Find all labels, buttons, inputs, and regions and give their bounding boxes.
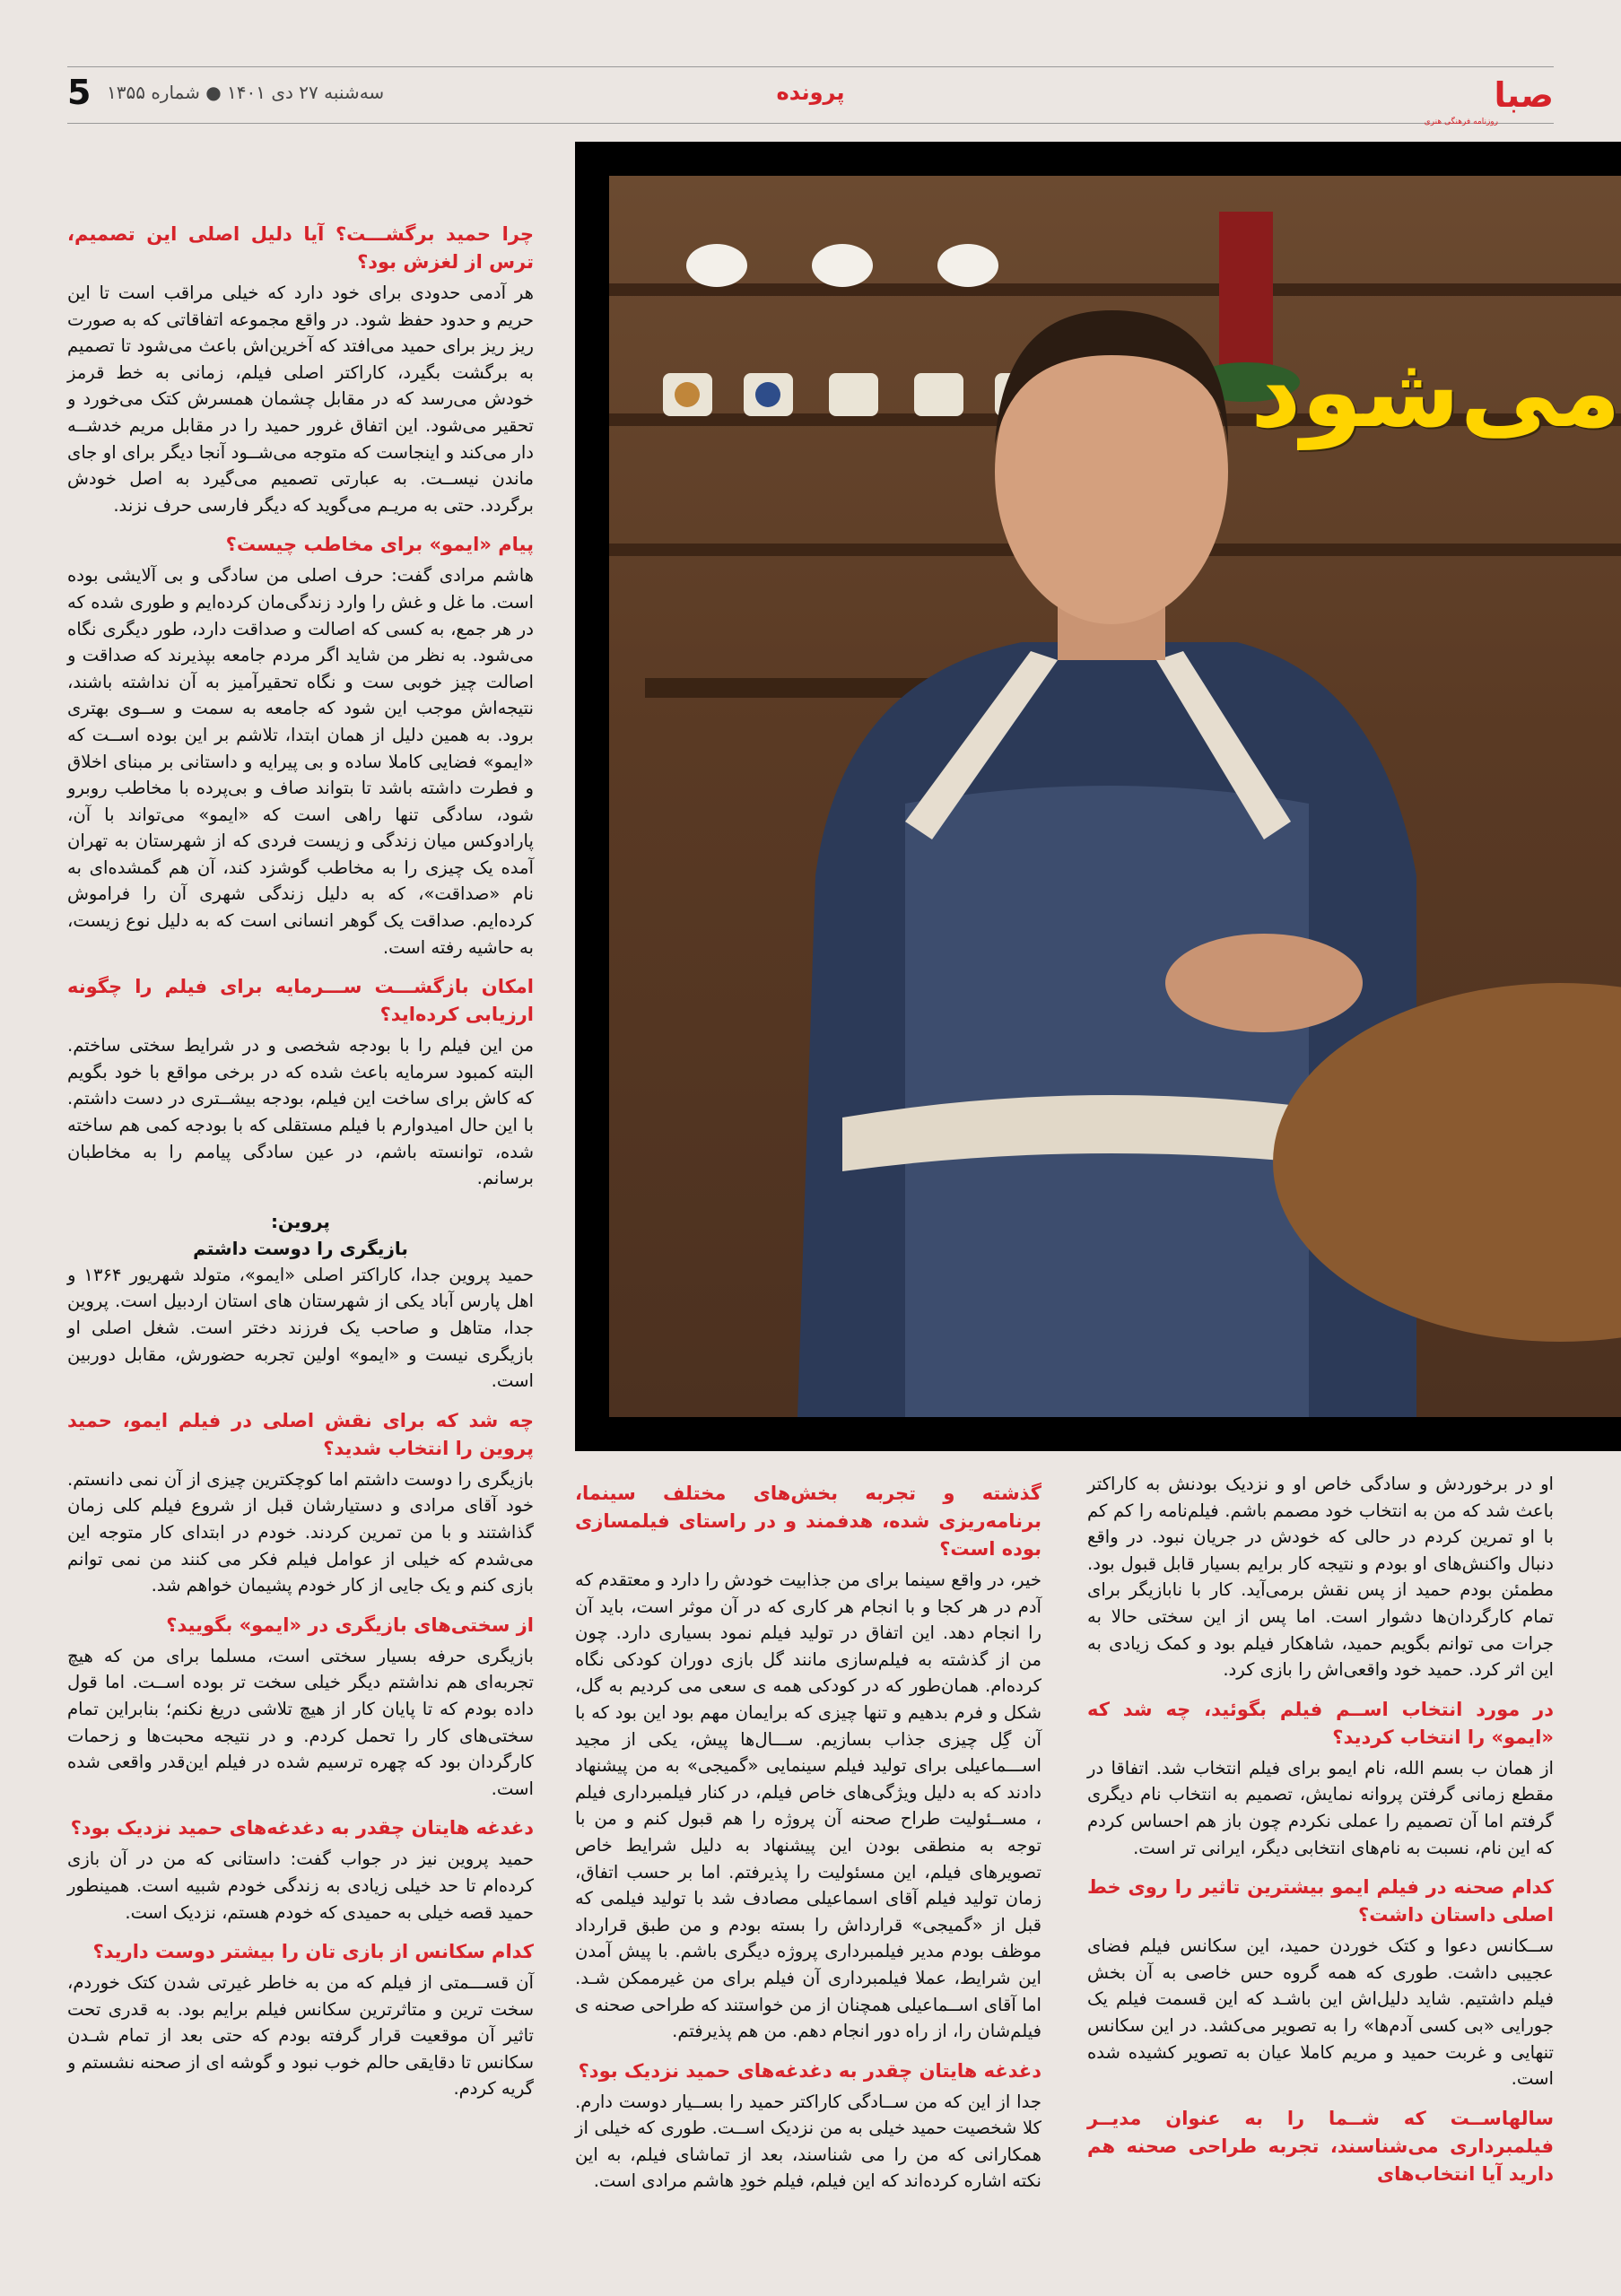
question-heading: پیام «ایمو» برای مخاطب چیست؟ bbox=[225, 534, 534, 556]
question-heading: امکان بازگشـــت ســـرمایه برای فیلم را چگونه ارزیابی کرده‌اید؟ bbox=[67, 976, 534, 1026]
question-heading: از سختی‌های بازیگری در «ایمو» بگویید؟ bbox=[166, 1613, 534, 1636]
paragraph: هر آدمی حدودی برای خود دارد که خیلی مراقب است تا این حریم و حدود حفظ شود. در واقع مجموعه اتفاقاتی که به صورت ریز ریز برای حمید می‌افتد که آخرین‌اش باعث می‌شود تا تصمیم به برگشت بگیرد، کاراکتر اصلی فیلم، زمانی به خط قرمز خودش می‌رسد که در مقابل چشمان همسرش کتک می‌خورد و تحقیر می‌شود. این اتفاق غرور حمید را در مقابل مریم خدشــه دار می‌کند و اینجاست که متوجه می‌شــود آنجا دیگر برای او جای ماندن نیســت. به عبارتی تصمیم می‌گیرد به اصل خودش برگردد. حتی به مریـم می‌گوید که دیگر فارسی حرف نزند. bbox=[67, 283, 534, 516]
middle-article-column bbox=[575, 1471, 1041, 2207]
question-heading: چه شد که برای نقش اصلی در فیلم ایمو، حمید پروین را انتخاب شدید؟ bbox=[67, 1409, 534, 1459]
issue-dateline: سه‌شنبه ۲۷ دی ۱۴۰۱ ● شماره ۱۳۵۵ bbox=[107, 82, 385, 103]
feature-photo bbox=[575, 142, 1621, 1451]
paragraph: حمید پروین نیز در جواب گفت: داستانی که من در آن بازی کرده‌ام تا حد خیلی زیادی به زندگی خودم شبیه است. همینطور حمید قصه خیلی به حمیدی که خودم هستم، نزدیک است. bbox=[67, 1848, 534, 1923]
paragraph: از همان ب بسم الله، نام ایمو برای فیلم انتخاب شد. اتفاقا در مقطع زمانی گرفتن پروانه نمایش، تصمیم به انتخاب نام دیگری گرفتم اما آن تصمیم را عملی نکردم چون باز هم احساس کردم که این نام، نسبت به نام‌های انتخابی دیگر، ایرانی تر است. bbox=[1087, 1757, 1554, 1858]
right-article-column bbox=[1087, 1471, 1554, 2192]
question-heading: کدام صحنه در فیلم ایمو بیشترین تاثیر را روی خط اصلی داستان داشت؟ bbox=[1087, 1876, 1554, 1926]
paragraph: او در برخورد‌ش و سادگی خاص او و نزدیک بودنش به کاراکتر باعث شد که من به انتخاب خود مصمم باشم. فیلم‌نامه را کم کم با او تمرین کردم در حالی که خودش در جریان نبود. در واقع دنبال واکنش‌های او بودم و نتیجه کار برایم بسیار قابل قبول بود. مطمئن بودم حمید از پس نقش برمی‌آید. کار با نابازیگر برای تمام کارگردان‌ها دشوار است. اما پس از این سختی حالا به جرات می توانم بگویم حمید، شاهکار فیلم بود و کمک زیادی به این اثر کرد. حمید خود واقعی‌اش را بازی کرد. bbox=[1087, 1474, 1554, 1681]
page-number: 5 bbox=[67, 73, 92, 112]
logo-text: صبا bbox=[1494, 75, 1554, 115]
paragraph: خیر، در واقع سینما برای من جذابیت خودش را دارد و معتقدم که آدم در هر کجا و با انجام هر کاری که در آن موثر است، باید آن را انجام دهد. این اتفاق در تولید فیلم نمود بسیاری دارد. چون من از گذشته به فیلم‌سازی مانند گل بازی دوران کودکی نگاه کرده‌ام. همان‌طور که در کودکی همه ی سعی می کردیم به گل، شکل و فرم بدهیم و تنها چیزی که برایمان مهم بود این بود که با آن گِل چیزی جذاب بسازیم. ســـال‌ها پیش، یکی از مجید اســـماعیلی برای تولید فیلم سینمایی «گمیجی» به من پیشنهاد دادند که به دلیل ویژگی‌های خاص فیلم، در کنار فیلمبرداری فیلم ، مســئولیت طراح صحنه آن پروژه را هم قبول کنم و من با توجه به منطقی بودن این پیشنهاد به دلیل شرایط خاص تصویرهای فیلم، این مسئولیت را پذیرفتم. اما بر حسب اتفاق، زمان تولید فیلم آقای اسماعیلی مصادف شد با تولید فیلمی که قبل از «گمیجی» قرارداش را بسته بودم و من طبق قرارداد موظف بودم مدیر فیلمبرداری پروژه دیگری باشم. با پیش آمدن این شرایط، عملا فیلمبرداری آن فیلم برای من غیرممکن شـد. اما آقای اســماعیلی همچنان از من خواستند که طراحی صحنه ی فیلم‌شان را، از راه دور انجام دهم. من هم پذیرفتم. bbox=[575, 1570, 1041, 2042]
question-heading: گذشته و تجربه بخش‌های مختلف سینما، برنامه‌ریزی شده، هدفمند و در راستای فیلمسازی بوده است؟ bbox=[575, 1483, 1041, 1560]
subsection-heading: پروین: bbox=[271, 1210, 330, 1232]
cafe-scene-image bbox=[609, 176, 1621, 1417]
paragraph: هاشم مرادی گفت: حرف اصلی من سادگی و بی آلایشی بوده است. ما غل و غش را وارد زندگی‌مان کرده‌ایم و طوری شده که در هر جمع، به کسی که اصالت و صداقت دارد، طور دیگری نگاه می‌شود. به نظر من شاید اگر مردم جامعه بپذیرند که صداقت و اصالت چیز خوبی ست و نگاه تحقیرآمیز به آن نداشته باشند، نتیجه‌اش موجب این شود که جامعه به سمت و ســوی بهتری برود. به همین دلیل از همان ابتدا، تلاشم بر این بوده اســت که «ایمو» فضایی کاملا ساده و بی پیرایه و داستانی بر مبنای اخلاق و فطرت داشته باشد تا بتواند صاف و بی‌پرده با مخاطب روبرو شود، سادگی تنها راهی است که «ایمو» می‌تواند با آن، پارادوکس میان زندگی و زیست فردی که از شهرستان به تهران آمده یک چیزی را به مخاطب گوشزد کند، آن هم گمشده‌ای به نام «صداقت»، که به دلیل زندگی شهری آن را فراموش کرده‌ایم. صداقت یک گوهر انسانی است که به دلیل نوع زیست، به حاشیه رفته است. bbox=[67, 565, 534, 958]
photo-headline: می‌شود bbox=[1251, 335, 1621, 449]
question-heading: در مورد انتخاب اســم فیلم بگوئید، چه شد که «ایمو» را انتخاب کردید؟ bbox=[1087, 1698, 1554, 1748]
left-article-column bbox=[67, 212, 534, 2115]
question-heading: سالهاســت که شــما را به عنوان مدیــر فیلمبرداری می‌شناسند، تجربه طراحی صحنه هم دارید آیا انتخاب‌های bbox=[1087, 2107, 1554, 2185]
section-title: پرونده bbox=[776, 80, 845, 105]
paragraph: بازیگری را دوست داشتم اما کوچکترین چیزی از آن نمی دانستم. خود آقای مرادی و دستیارشان قبل از شروع فیلم کلی زمان گذاشتند و با من تمرین کردند. خودم در ابتدای کار متوجه این می‌شدم که خیلی از عوامل فیلم فکر می کنند من نمی توانم بازی کنم و یک جایی از کار خودم پشیمان خواهم شد. bbox=[67, 1468, 534, 1596]
paragraph: حمید پروین جدا، کاراکتر اصلی «ایمو»، متولد شهریور ۱۳۶۴ و اهل پارس آباد یکی از شهرستان های استان اردبیل است. پروین جدا، متاهل و صاحب یک فرزند دختر است. شغل اصلی او بازیگری نیست و «ایمو» اولین تجربه حضورش، مقابل دوربین است. bbox=[67, 1264, 534, 1392]
paragraph: بازیگری حرفه بسیار سختی است، مسلما برای من که هیچ تجربه‌ای هم نداشتم دیگر خیلی سخت تر بوده اســت. اما قول داده بودم که تا پایان کار از هیچ تلاشی دریغ نکنم؛ بنابراین تمام سختی‌های کار را تحمل کردم. و در نتیجه محبت‌ها و زحمات کارگردان بود که چهره ترسیم شده در فیلم این‌قدر واقعی شده است. bbox=[67, 1645, 534, 1799]
paragraph: من این فیلم را با بودجه شخصی و در شرایط سختی ساختم. البته کمبود سرمایه باعث شده که در برخی مواقع با خود بگویم که کاش برای ساخت این فیلم، بودجه بیشــتری در دست داشتم. با این حال امیدوارم با فیلم مستقلی که با بودجه کمی هم ساخته شده، توانسته باشم، در عین سادگی پیامم را به مخاطبان برسانم. bbox=[67, 1035, 534, 1189]
paragraph: جدا از این که من ســادگی کاراکتر حمید را بســیار دوست دارم. کلا شخصیت حمید خیلی به من نزدیک اســت. طوری که خیلی از همکارانی که من را می شناسند، بعد از تماشای فیلم، به این نکته اشاره کرده‌اند که این فیلم، فیلم خودِ هاشم مرادی است. bbox=[575, 2091, 1041, 2192]
question-heading: دغدغه هایتان چقدر به دغدغه‌های حمید نزدیک بود؟ bbox=[578, 2059, 1041, 2082]
logo-tagline: روزنامه فرهنگی هنری bbox=[1424, 117, 1498, 126]
subsection-heading: بازیگری را دوست داشتم bbox=[193, 1237, 408, 1259]
page-header bbox=[67, 66, 1554, 124]
paragraph: ســکانس دعوا و کتک خوردن حمید، این سکانس فیلم فضای عجیبی داشت. طوری که همه گروه حس خاصی به آن بخش فیلم داشتیم. شاید دلیل‌اش این باشـد که این قسمت فیلم یک جورایی «بی کسی آدم‌ها» را به تصویر می‌کشد. در این سکانس تنهایی و غربت حمید و مریم کاملا عیان به تصویر کشیده شده است. bbox=[1087, 1935, 1554, 2090]
question-heading: چرا حمید برگشـــت؟ آیا دلیل اصلی این تصمیم، ترس از لغزش بود؟ bbox=[67, 223, 534, 273]
paragraph: آن قســـمتی از فیلم که من به خاطر غیرتی شدن کتک خوردم، سخت ترین و متاثرترین سکانس فیلم برایم بود. به قدری تحت تاثیر آن موقعیت قرار گرفته بودم که حتی بعد از تمام شـدن سکانس تا دقایقی حالم خوب نبود و گوشه ای از صحنه نشستم و گریه کردم. bbox=[67, 1972, 534, 2100]
question-heading: کدام سکانس از بازی تان را بیشتر دوست دارید؟ bbox=[92, 1941, 534, 1963]
question-heading: دغدغه هایتان چقدر به دغدغه‌های حمید نزدیک بود؟ bbox=[70, 1817, 534, 1839]
